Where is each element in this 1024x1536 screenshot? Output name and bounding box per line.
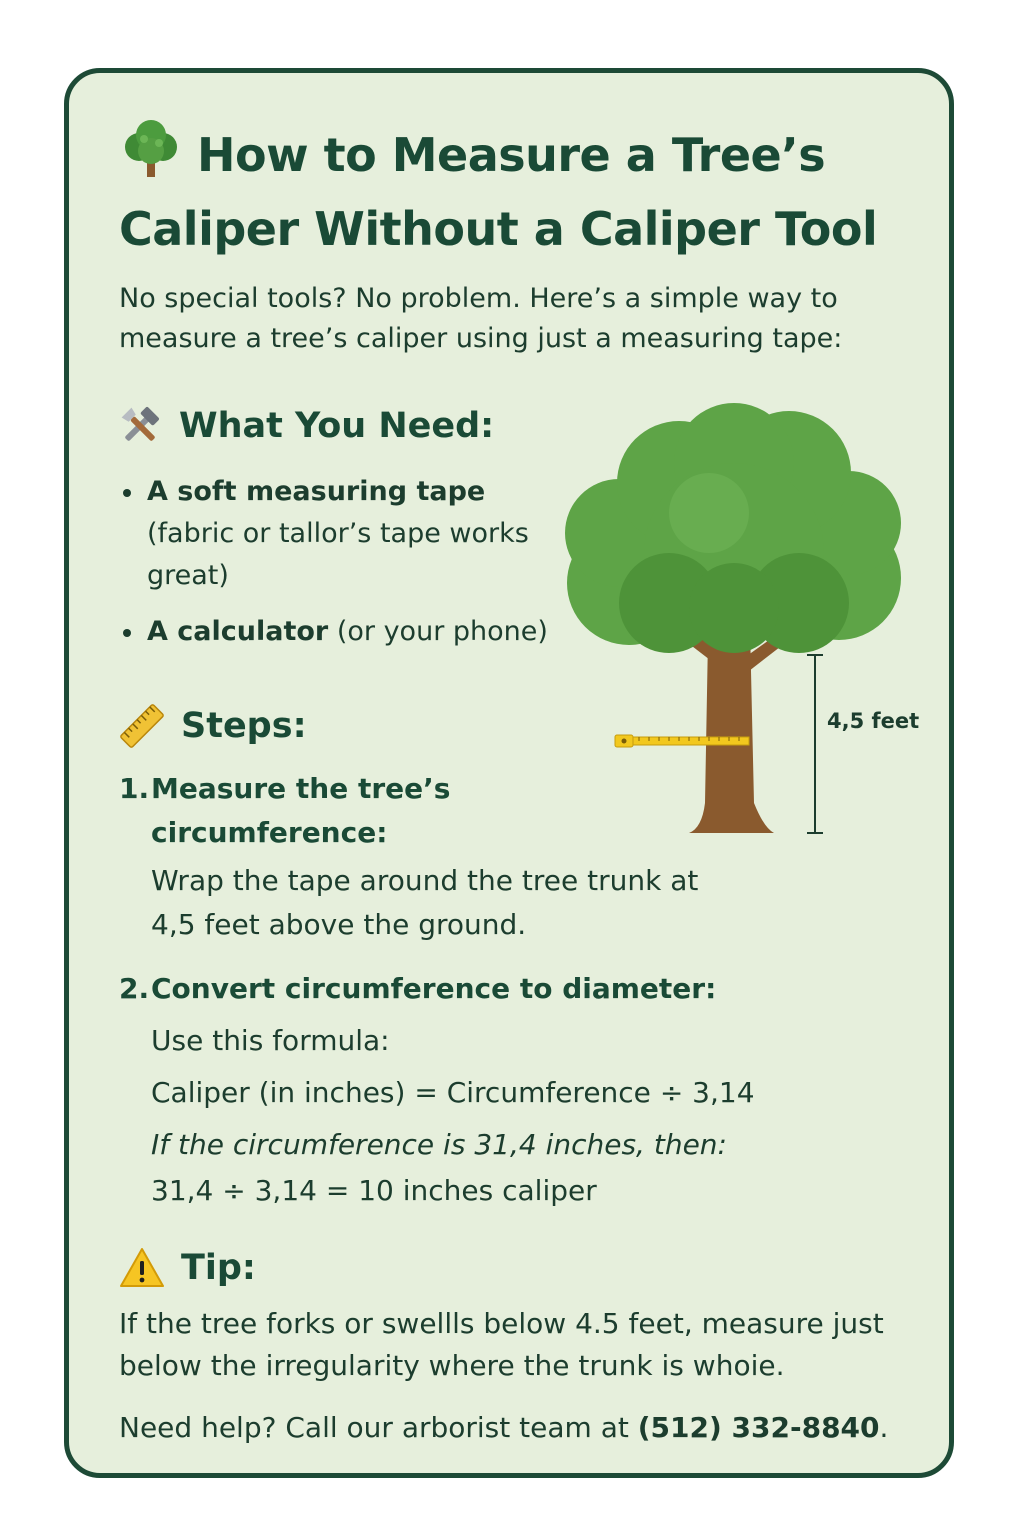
intro-text: No special tools? No problem. Here’s a simple way to measure a tree’s caliper using just a measuring tape: xyxy=(119,283,843,354)
help-text-end: . xyxy=(879,1411,889,1444)
phone-number[interactable]: (512) 332-8840 xyxy=(637,1411,880,1444)
example-result: 31,4 ÷ 3,14 = 10 inches caliper xyxy=(151,1174,597,1207)
list-item xyxy=(119,611,589,653)
title-line-1: How to Measure a Tree’s xyxy=(197,128,826,182)
tip-heading-label: Tip: xyxy=(181,1248,256,1288)
tree-illustration xyxy=(559,403,939,843)
steps-heading-label: Steps: xyxy=(181,706,307,746)
help-text-lead: Need help? Call our arborist team at xyxy=(119,1411,629,1444)
step-2-title: Convert circumference to diameter: xyxy=(151,972,717,1005)
step-1-title: Measure the tree’s circumference: xyxy=(151,772,451,849)
need-item-2-bold: A calculator xyxy=(147,616,329,647)
page-title xyxy=(119,119,939,262)
infographic-card xyxy=(64,68,954,1478)
tree-foliage xyxy=(565,403,901,653)
example-intro: If the circumference is 31,4 inches, then: xyxy=(151,1128,727,1161)
formula-intro: Use this formula: xyxy=(151,1024,390,1057)
step-2-number: 2. xyxy=(119,972,150,1005)
step-1-body: Wrap the tape around the tree trunk at 4,5 feet above the ground. xyxy=(151,864,699,941)
height-label: 4,5 feet xyxy=(827,709,920,733)
tree-icon xyxy=(119,119,183,196)
tools-icon xyxy=(117,403,163,449)
title-line-2: Caliper Without a Caliper Tool xyxy=(119,202,878,256)
measuring-tape xyxy=(615,735,749,747)
need-list xyxy=(119,471,589,667)
help-text xyxy=(119,1407,929,1449)
need-item-2-rest: (or your phone) xyxy=(336,616,548,647)
list-item xyxy=(119,471,589,597)
step-1-number: 1. xyxy=(119,772,150,805)
warning-icon xyxy=(119,1245,165,1291)
need-item-1-bold: A soft measuring tape xyxy=(147,476,486,507)
need-heading-label: What You Need: xyxy=(179,406,495,446)
need-item-1-rest: (fabric or tallor’s tape works great) xyxy=(147,518,529,591)
height-dimension-line xyxy=(807,655,823,833)
formula: Caliper (in inches) = Circumference ÷ 3,14 xyxy=(151,1076,755,1109)
tip-text: If the tree forks or swellls below 4.5 feet, measure just below the irregularity where the trunk is whoie. xyxy=(119,1307,884,1382)
tip-heading xyxy=(119,1245,256,1291)
ruler-icon xyxy=(119,703,165,749)
need-heading xyxy=(117,403,494,449)
steps-heading xyxy=(119,703,307,749)
